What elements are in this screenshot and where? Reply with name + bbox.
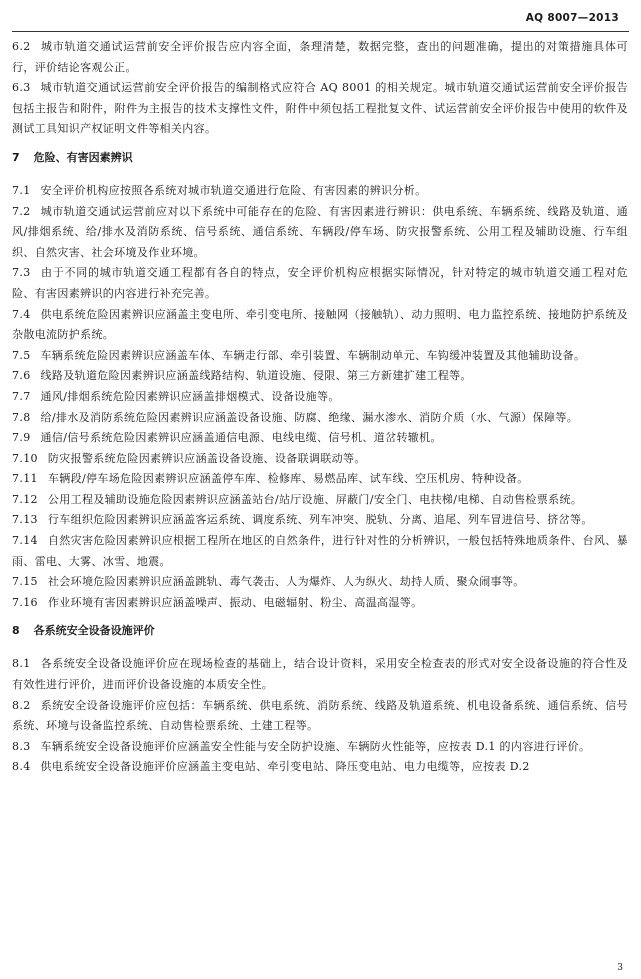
clause-text: 通信/信号系统危险因素辨识应涵盖通信电源、电线电缆、信号机、道岔转辙机。 <box>40 431 442 445</box>
clause-text: 供电系统危险因素辨识应涵盖主变电所、牵引变电所、接触网（接触轨）、动力照明、电力监控系统、接地防护系统及杂散电流防护系统。 <box>12 307 628 342</box>
clause-text: 公用工程及辅助设施危险因素辨识应涵盖站台/站厅设施、屏蔽门/安全门、电扶梯/电梯、自动售检票系统。 <box>47 492 583 506</box>
clause-number: 7.2 <box>12 204 31 218</box>
section-number: 8 <box>12 624 20 638</box>
clause <box>12 263 628 304</box>
clause-number: 7.12 <box>12 492 38 506</box>
clause-number: 7.8 <box>12 410 31 424</box>
clause-text: 自然灾害危险因素辨识应根据工程所在地区的自然条件，进行针对性的分析辨识，一般包括特殊地质条件、台风、暴雨、雷电、大雾、冰雪、地震。 <box>12 534 628 568</box>
document-body <box>12 37 628 778</box>
clause <box>12 696 628 737</box>
clause <box>12 469 628 490</box>
clause-number: 7.15 <box>12 575 38 589</box>
clause-number: 6.3 <box>12 81 31 95</box>
section-title: 各系统安全设备设施评价 <box>33 624 155 638</box>
clause <box>12 78 628 140</box>
clause <box>12 387 628 408</box>
section-heading <box>12 148 628 168</box>
clause <box>12 572 628 593</box>
clause <box>12 408 628 429</box>
clause <box>12 531 628 572</box>
section-title: 危险、有害因素辨识 <box>33 150 133 164</box>
clause-number: 7.9 <box>12 431 31 445</box>
clause-text: 由于不同的城市轨道交通工程都有各自的特点，安全评价机构应根据实际情况，针对特定的城市轨道交通工程对危险、有害因素辨识的内容进行补充完善。 <box>12 266 628 300</box>
clause <box>12 37 628 78</box>
clause <box>12 737 628 758</box>
clause-text: 车辆系统危险因素辨识应涵盖车体、车辆走行部、牵引装置、车辆制动单元、车钩缓冲装置及其他辅助设备。 <box>40 348 586 362</box>
header-rule <box>12 31 629 32</box>
clause-text: 城市轨道交通试运营前安全评价报告的编制格式应符合 AQ 8001 的相关规定。城市轨道交通试运营前安全评价报告包括主报告和附件，附件为主报告的技术支撑性文件，附件中须包括工程批复文件、试运营前安全评价报告中使用的软件及测试工具知识产权证明文件等相关内容。 <box>12 81 628 136</box>
clause <box>12 449 628 470</box>
clause <box>12 305 628 346</box>
clause-text: 供电系统安全设备设施评价应涵盖主变电站、牵引变电站、降压变电站、电力电缆等，应按表 D.2 <box>40 760 530 774</box>
clause-number: 7.1 <box>12 183 31 197</box>
clause <box>12 428 628 449</box>
clause-number: 7.16 <box>12 595 38 609</box>
clause-text: 城市轨道交通试运营前应对以下系统中可能存在的危险、有害因素进行辨识：供电系统、车辆系统、线路及轨道、通风/排烟系统、给/排水及消防系统、信号系统、通信系统、车辆段/停车场、防灾报警系统、公用工程及辅助设施、行车组织、自然灾害、社会环境及作业环境。 <box>12 204 628 259</box>
clause-text: 社会环境危险因素辨识应涵盖跳轨、毒气袭击、人为爆炸、人为纵火、劫持人质、聚众闹事等。 <box>47 575 525 589</box>
clause <box>12 366 628 387</box>
clause-text: 车辆段/停车场危险因素辨识应涵盖停车库、检修库、易燃品库、试车线、空压机房、特种设备。 <box>47 472 529 486</box>
clause-number: 7.13 <box>12 513 38 527</box>
section-heading <box>12 621 628 641</box>
clause-number: 7.5 <box>12 348 31 362</box>
clause-text: 防灾报警系统危险因素辨识应涵盖设备设施、设备联调联动等。 <box>47 451 366 465</box>
clause <box>12 510 628 531</box>
clause-number: 7.7 <box>12 389 31 403</box>
clause-number: 8.3 <box>12 739 31 753</box>
clause-text: 线路及轨道危险因素辨识应涵盖线路结构、轨道设施、侵限、第三方新建扩建工程等。 <box>40 369 472 383</box>
document-code: AQ 8007—2013 <box>525 12 619 24</box>
clause-text: 安全评价机构应按照各系统对城市轨道交通进行危险、有害因素的辨识分析。 <box>40 183 427 197</box>
clause-text: 给/排水及消防系统危险因素辨识应涵盖设备设施、防腐、绝缘、漏水渗水、消防介质（水、气源）保障等。 <box>40 410 579 424</box>
clause-number: 8.4 <box>12 760 31 774</box>
clause-number: 7.4 <box>12 307 31 321</box>
clause <box>12 654 628 695</box>
clause-text: 城市轨道交通试运营前安全评价报告应内容全面，条理清楚，数据完整，查出的问题准确，提出的对策措施具体可行，评价结论客观公正。 <box>12 40 628 74</box>
clause-number: 6.2 <box>12 40 31 53</box>
clause-number: 7.10 <box>12 451 38 465</box>
clause-text: 行车组织危险因素辨识应涵盖客运系统、调度系统、列车冲突、脱轨、分离、追尾、列车冒进信号、挤岔等。 <box>47 513 593 527</box>
clause <box>12 181 628 202</box>
clause-number: 7.3 <box>12 266 31 280</box>
section-number: 7 <box>12 150 20 164</box>
clause-number: 8.1 <box>12 657 31 671</box>
clause <box>12 346 628 367</box>
clause <box>12 490 628 511</box>
clause-number: 7.6 <box>12 369 31 383</box>
clause <box>12 757 628 778</box>
clause <box>12 593 628 614</box>
clause-number: 7.11 <box>12 472 38 486</box>
page-number: 3 <box>617 963 623 973</box>
clause-number: 8.2 <box>12 698 31 712</box>
clause <box>12 202 628 264</box>
clause-text: 通风/排烟系统危险因素辨识应涵盖排烟模式、设备设施等。 <box>40 389 340 403</box>
clause-text: 各系统安全设备设施评价应在现场检查的基础上，结合设计资料，采用安全检查表的形式对安全设备设施的符合性及有效性进行评价，进而评价设备设施的本质安全性。 <box>12 657 628 692</box>
clause-text: 系统安全设备设施评价应包括：车辆系统、供电系统、消防系统、线路及轨道系统、机电设备系统、通信系统、信号系统、环境与设备监控系统、自动售检票系统、土建工程等。 <box>12 698 628 733</box>
clause-number: 7.14 <box>12 534 38 548</box>
clause-text: 车辆系统安全设备设施评价应涵盖安全性能与安全防护设施、车辆防火性能等，应按表 D.1 的内容进行评价。 <box>40 739 591 753</box>
clause-text: 作业环境有害因素辨识应涵盖噪声、振动、电磁辐射、粉尘、高温高湿等。 <box>47 595 423 609</box>
